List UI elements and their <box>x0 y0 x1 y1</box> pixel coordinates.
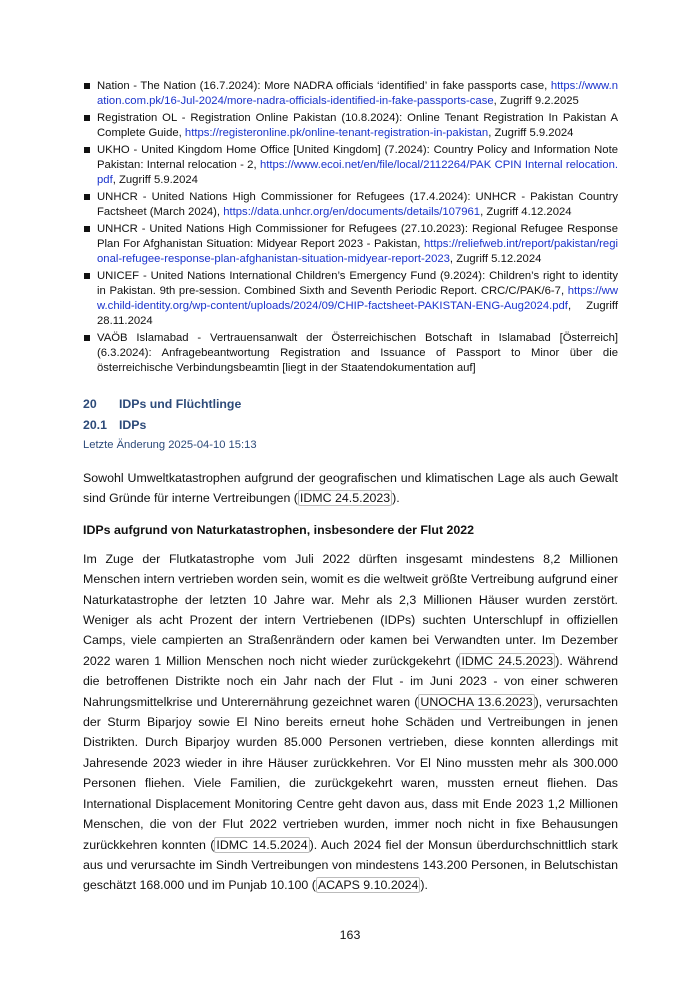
citation-link[interactable]: UNOCHA 13.6.2023 <box>420 694 533 709</box>
citation-link[interactable]: IDMC 24.5.2023 <box>461 653 554 668</box>
reference-item: UNHCR - United Nations High Commissioner for Refugees (17.4.2024): UNHCR - Pakistan Country Factsheet (March 2024), https://data.unhcr.org/en/documents/details/107961, Zugriff 4.12.2024 <box>83 190 618 220</box>
reference-item: Nation - The Nation (16.7.2024): More NADRA officials ‘identified’ in fake passports case, https://www.nation.com.pk/16-Jul-2024/more-nadra-officials-identified-in-fake-passports-case, Zugriff 9.2.2025 <box>83 79 618 109</box>
intro-paragraph: Sowohl Umweltkatastrophen aufgrund der geografischen und klimatischen Lage als auch Gewalt sind Gründe für interne Vertreibungen ( IDMC 24.5.2023 ). <box>83 471 618 506</box>
reference-link[interactable]: https://www.ecoi.net/en/file/local/2112264/PAK CPIN Internal relocation.pdf <box>97 159 618 186</box>
reference-item: UNHCR - United Nations High Commissioner for Refugees (27.10.2023): Regional Refugee Response Plan For Afghanistan Situation: Midyear Report 2023 - Pakistan, https://reliefweb.int/report/pakistan/regional-refugee-response-plan-afghanistan-situation-midyear-report-2023, Zugriff 5.12.2024 <box>83 222 618 267</box>
citation-link[interactable]: IDMC 24.5.2023 <box>299 491 391 506</box>
reference-item: Registration OL - Registration Online Pakistan (10.8.2024): Online Tenant Registration In Pakistan A Complete Guide, https://registeronline.pk/online-tenant-registration-in-pakistan, Zugriff 5.9.2024 <box>83 111 618 141</box>
reference-link[interactable]: https://data.unhcr.org/en/documents/details/107961 <box>223 206 481 218</box>
last-change-date: Letzte Änderung 2025-04-10 15:13 <box>83 439 257 451</box>
reference-link[interactable]: https://registeronline.pk/online-tenant-registration-in-pakistan <box>184 127 489 139</box>
citation-link[interactable]: IDMC 14.5.2024 <box>216 837 308 852</box>
subsection-heading <box>83 418 618 432</box>
subsection-number: 20.1 <box>83 418 107 432</box>
reference-list <box>83 79 618 376</box>
reference-item: UNICEF - United Nations International Children’s Emergency Fund (9.2024): Children’s right to identity in Pakistan. 9th pre-session. Combined Sixth and Seventh Periodic Report. CRC/C/PAK/6-7, https://www.child-identity.org/wp-content/uploads/2024/09/CHIP-factsheet-PAKISTAN-ENG-Aug2024.pdf, Zugriff 28.11.2024 <box>83 269 618 329</box>
reference-item: UKHO - United Kingdom Home Office [United Kingdom] (7.2024): Country Policy and Information Note Pakistan: Internal relocation - 2, https://www.ecoi.net/en/file/local/2112264/PAK CPIN Internal relocation.pdf, Zugriff 5.9.2024 <box>83 143 618 188</box>
subsection-title: IDPs <box>119 418 147 432</box>
reference-item: VAÖB Islamabad - Vertrauensanwalt der Österreichischen Botschaft in Islamabad [Österreich] (6.3.2024): Anfragebeantwortung Registration and Issuance of Passport to Minor über die österreichische Verbindungsbeamtin [liegt in der Staatendokumentation auf] <box>83 331 618 376</box>
subheading: IDPs aufgrund von Naturkatastrophen, insbesondere der Flut 2022 <box>83 522 475 537</box>
page-content <box>83 79 618 896</box>
reference-link[interactable]: https://www.child-identity.org/wp-content/uploads/2024/09/CHIP-factsheet-PAKISTAN-ENG-Aug2024.pdf <box>97 285 618 312</box>
page-number: 163 <box>339 928 361 942</box>
citation-link[interactable]: ACAPS 9.10.2024 <box>317 878 419 893</box>
section-number: 20 <box>83 397 97 411</box>
section-heading <box>83 397 618 411</box>
reference-link[interactable]: https://reliefweb.int/report/pakistan/regional-refugee-response-plan-afghanistan-situation-midyear-report-2023 <box>97 238 618 265</box>
body-paragraph: Im Zuge der Flutkatastrophe vom Juli 2022 dürften insgesamt mindestens 8,2 Millionen Menschen intern vertrieben worden sein, womit es die weltweit größte Vertreibung aufgrund einer Naturkatastrophe der letzten 10 Jahre war. Mehr als 2,3 Millionen Häuser wurden zerstört. Weniger als acht Prozent der intern Vertriebenen (IDPs) suchten Unterschlupf in offiziellen Camps, viele campierten an Straßenrändern oder kamen bei Verwandten unter. Im Dezember 2022 waren 1 Million Menschen noch nicht wieder zurückgekehrt ( IDMC 24.5.2023 ). Während die betroffenen Distrikte noch ein Jahr nach der Flut - im Juni 2023 - von einer schweren Nahrungsmittelkrise und Unterernährung gezeichnet waren ( UNOCHA 13.6.2023 ), verursachten der Sturm Biparjoy sowie El Nino bereits erneut hohe Schäden und Vertreibungen in jenen Distrikten. Durch Biparjoy wurden 85.000 Personen vertrieben, diese konnten allerdings mit Jahresende 2023 wieder in ihre Häuser zurückkehren. Vor El Nino mussten mehr als 300.000 Personen fliehen. Viele Familien, die zurückgekehrt waren, mussten erneut fliehen. Das International Displacement Monitoring Centre geht davon aus, dass mit Ende 2023 1,2 Millionen Menschen, die von der Flut 2022 vertrieben wurden, immer noch nicht in fixe Behausungen zurückkehren konnten ( IDMC 14.5.2024 ). Auch 2024 fiel der Monsun überdurchschnittlich stark aus und verursachte im Sindh Vertreibungen von mindestens 143.200 Personen, in Belutschistan geschätzt 168.000 und im Punjab 10.100 ( ACAPS 9.10.2024 ). <box>83 551 618 893</box>
section-title: IDPs und Flüchtlinge <box>119 397 242 411</box>
reference-link[interactable]: https://www.nation.com.pk/16-Jul-2024/more-nadra-officials-identified-in-fake-passports-case <box>97 80 618 107</box>
